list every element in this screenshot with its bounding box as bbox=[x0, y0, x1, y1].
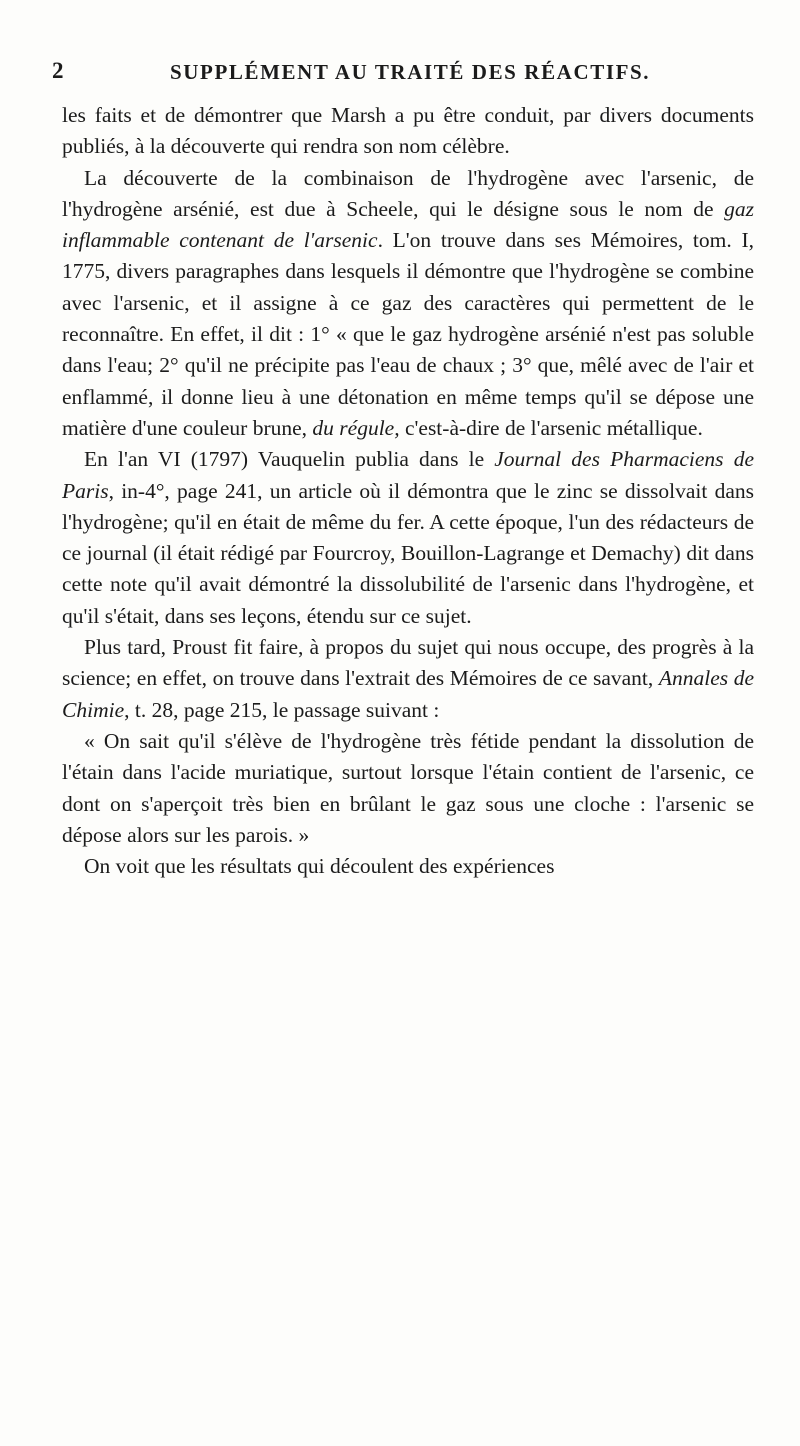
paragraph-6-text: On voit que les résultats qui découlent des expériences bbox=[84, 854, 555, 879]
paragraph-4-part-b: , t. 28, page 215, le passage suivant : bbox=[124, 697, 440, 722]
paragraph-3-part-a: En l'an VI (1797) Vauquelin publia dans le bbox=[84, 447, 495, 472]
paragraph-2-italic-1: gaz inflammable contenant de l'arsenic bbox=[62, 196, 754, 253]
paragraph-4 bbox=[62, 632, 754, 726]
paragraph-5-text: « On sait qu'il s'élève de l'hydrogène très fétide pendant la dissolution de l'étain dans l'acide muriatique, surtout lorsque l'étain contient de l'arsenic, ce dont on s'aperçoit très bien en brûlant le gaz sous une cloche : l'arsenic se dépose alors sur les parois. » bbox=[62, 728, 754, 847]
running-head: SUPPLÉMENT AU TRAITÉ DES RÉACTIFS. bbox=[170, 60, 651, 84]
paragraph-4-italic-1: Annales de Chimie bbox=[62, 666, 754, 722]
paragraph-2-part-b: . L'on trouve dans ses Mémoires, tom. I, 1775, divers paragraphes dans lesquels il démontre que l'hydrogène se combine avec l'arsenic, et il assigne à ce gaz des caractères qui permettent de le reconnaître. En effet, il dit : 1° « que le gaz hydrogène arsénié n'est pas soluble dans l'eau; 2° qu'il ne précipite pas l'eau de chaux ; 3° que, mêlé avec de l'air et enflammé, il donne lieu à une détonation en même temps qu'il se dépose une matière d'une couleur brune, bbox=[62, 228, 754, 440]
paragraph-2 bbox=[62, 163, 754, 445]
paragraph-2-italic-2: du régule, bbox=[312, 415, 400, 440]
paragraph-2-part-a: La découverte de la combinaison de l'hydrogène avec l'arsenic, de l'hydrogène arsénié, est due à Scheele, qui le désigne sous le nom de bbox=[62, 165, 754, 221]
paragraph-3-italic-1: Journal des Pharmaciens de Paris bbox=[62, 447, 754, 503]
paragraph-3 bbox=[62, 444, 754, 632]
paragraph-3-part-b: , in-4°, page 241, un article où il démontra que le zinc se dissolvait dans l'hydrogène; qu'il en était de même du fer. A cette époque, l'un des rédacteurs de ce journal (il était rédigé par Fourcroy, Bouillon-Lagrange et Demachy) dit dans cette note qu'il avait démontré la dissolubilité de l'arsenic dans l'hydrogène, et qu'il s'était, dans ses leçons, étendu sur ce sujet. bbox=[62, 478, 754, 628]
body-text bbox=[62, 100, 754, 882]
paragraph-2-part-c: c'est-à-dire de l'arsenic métallique. bbox=[399, 415, 703, 440]
paragraph-5-quotation bbox=[62, 726, 754, 851]
paragraph-1 bbox=[62, 100, 754, 163]
paragraph-6 bbox=[62, 851, 754, 882]
paragraph-4-part-a: Plus tard, Proust fit faire, à propos du sujet qui nous occupe, des progrès à la science; en effet, on trouve dans l'extrait des Mémoires de ce savant, bbox=[62, 635, 754, 691]
page-number: 2 bbox=[52, 58, 64, 83]
paragraph-1-text: les faits et de démontrer que Marsh a pu être conduit, par divers documents publiés, à la découverte qui rendra son nom célèbre. bbox=[62, 103, 754, 159]
page-header bbox=[52, 58, 752, 94]
